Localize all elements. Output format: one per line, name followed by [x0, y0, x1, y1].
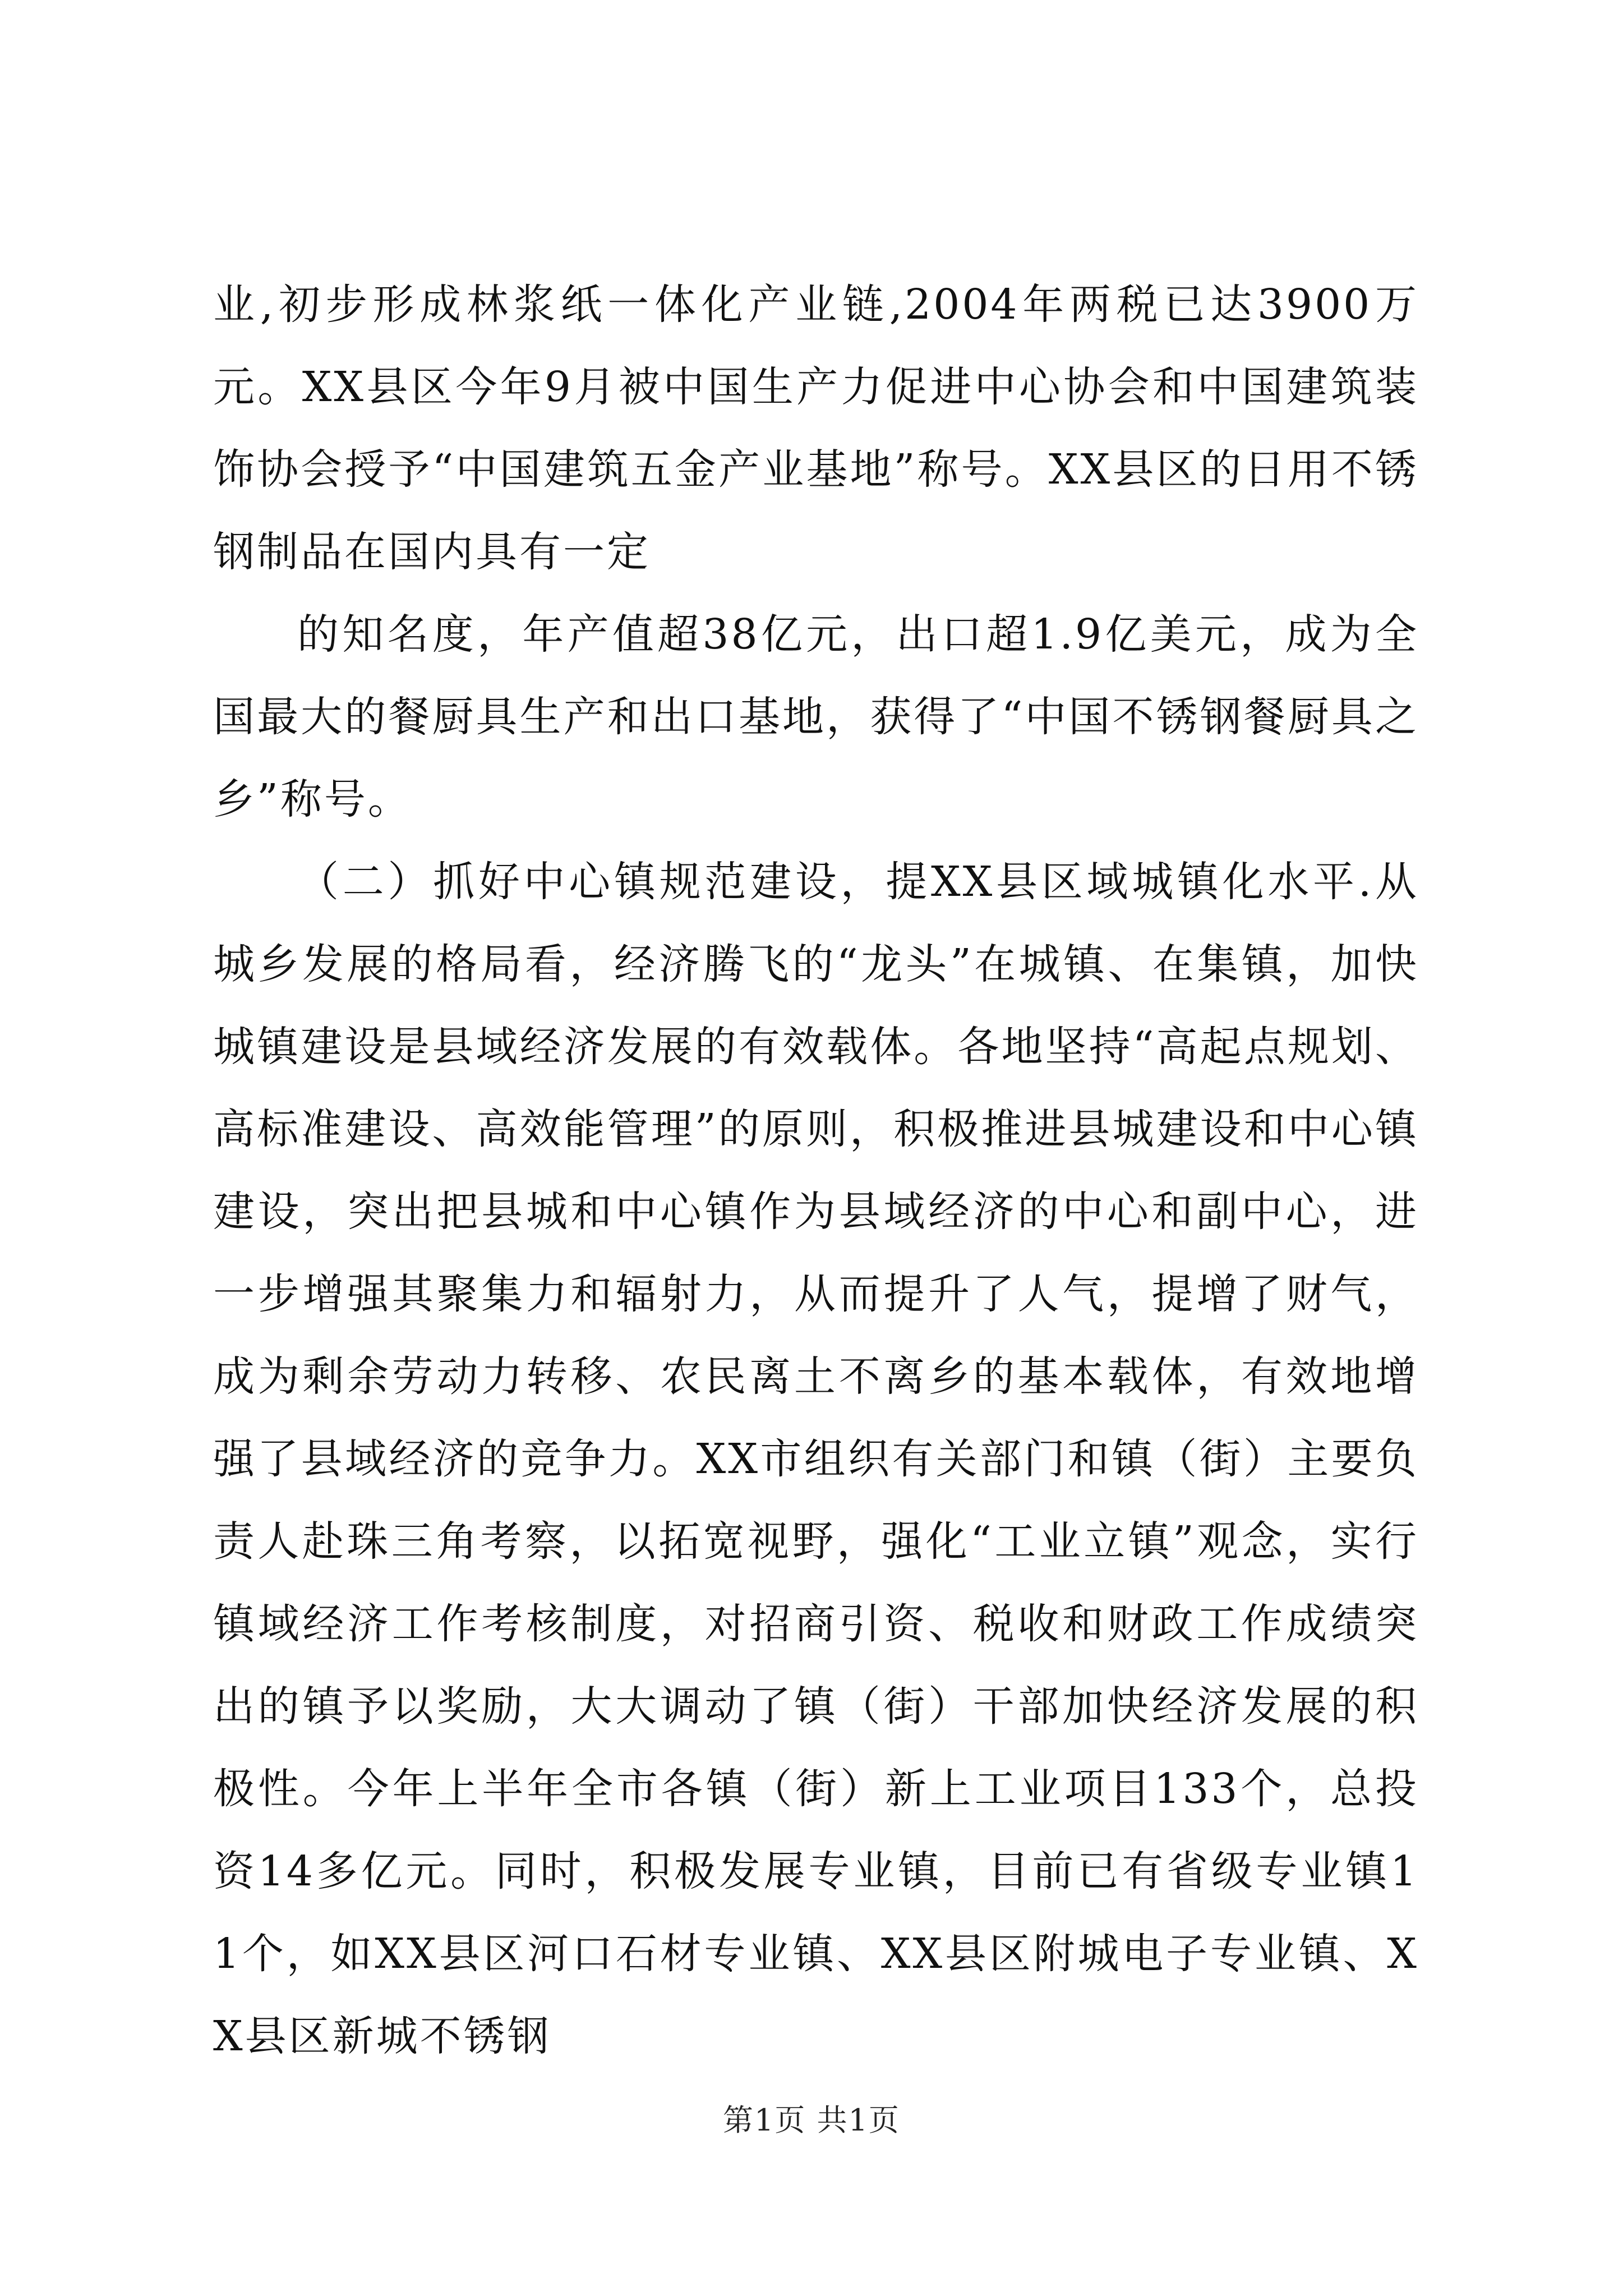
- paragraph-continued: 业,初步形成林浆纸一体化产业链,2004年两税已达3900万元。XX县区今年9月被中国生产力促进中心协会和中国建筑装饰协会授予“中国建筑五金产业基地”称号。XX县区的日用不锈钢制品在国内具有一定: [213, 280, 1419, 576]
- document-body: [213, 264, 1419, 2078]
- paragraph-town-construction: （二）抓好中心镇规范建设，提XX县区域城镇化水平.从城乡发展的格局看，经济腾飞的“龙头”在城镇、在集镇，加快城镇建设是县域经济发展的有效载体。各地坚持“高起点规划、高标准建设、高效能管理”的原则，积极推进县城建设和中心镇建设，突出把县城和中心镇作为县域经济的中心和副中心，进一步增强其聚集力和辐射力，从而提升了人气，提增了财气，成为剩余劳动力转移、农民离土不离乡的基本载体，有效地增强了县域经济的竞争力。XX市组织有关部门和镇（街）主要负责人赴珠三角考察，以拓宽视野，强化“工业立镇”观念，实行镇域经济工作考核制度，对招商引资、税收和财政工作成绩突出的镇予以奖励，大大调动了镇（街）干部加快经济发展的积极性。今年上半年全市各镇（街）新上工业项目133个，总投资14多亿元。同时，积极发展专业镇，目前已有省级专业镇11个，如XX县区河口石材专业镇、XX县区附城电子专业镇、XX县区新城不锈钢: [213, 858, 1419, 2060]
- page-footer: 第1页 共1页: [723, 2102, 900, 2138]
- paragraph-reputation: 的知名度，年产值超38亿元，出口超1.9亿美元，成为全国最大的餐厨具生产和出口基地，获得了“中国不锈钢餐厨具之乡”称号。: [213, 610, 1419, 823]
